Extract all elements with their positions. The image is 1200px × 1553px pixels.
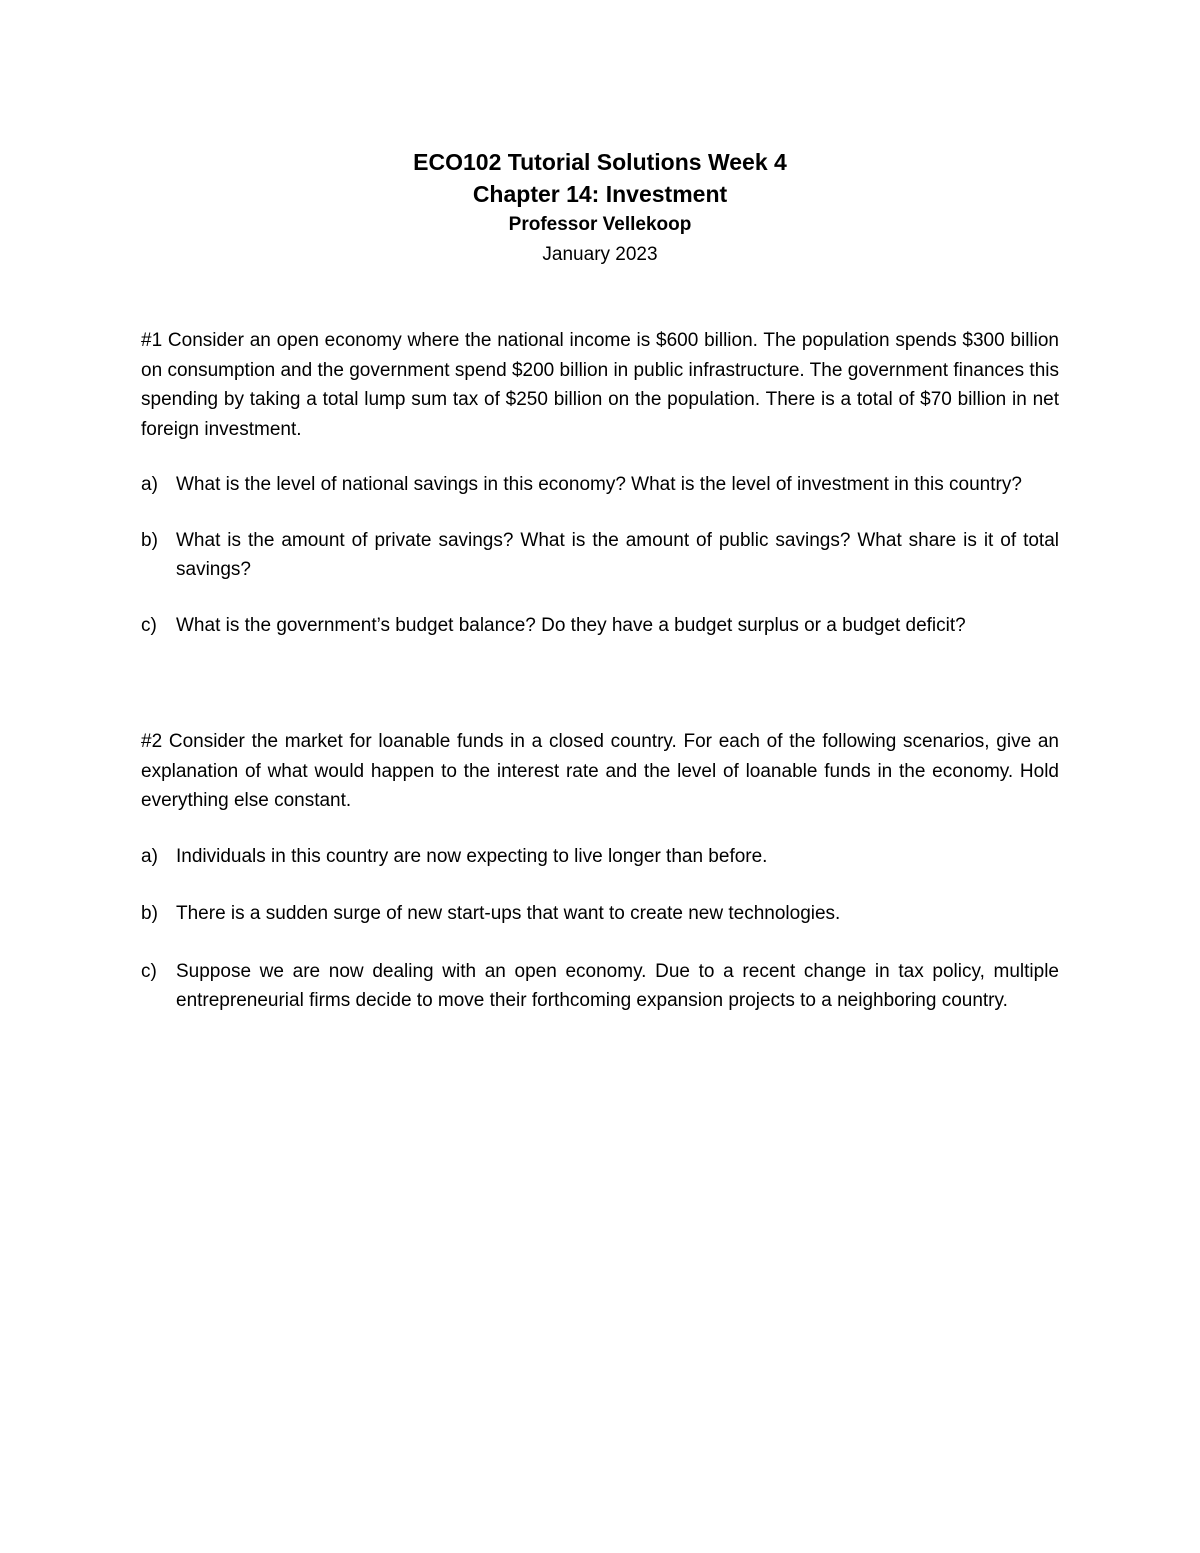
question-1-prompt: #1 Consider an open economy where the national income is $600 billion. The population spends $300 billion on consumption and the government spend $200 billion in public infrastructure. The government finances this spending by taking a total lump sum tax of $250 billion on the population. There is a total of $70 billion in net foreign investment. bbox=[141, 330, 1059, 440]
document-title: ECO102 Tutorial Solutions Week 4 bbox=[413, 149, 787, 175]
part-text: Suppose we are now dealing with an open economy. Due to a recent change in tax policy, multiple entrepreneurial firms decide to move their forthcoming expansion projects to a neighboring country. bbox=[176, 960, 1059, 1011]
part-marker: a) bbox=[141, 474, 158, 495]
question-1-part-b bbox=[141, 526, 1059, 585]
question-1-part-a bbox=[141, 470, 1059, 500]
question-1 bbox=[141, 326, 1059, 640]
question-2 bbox=[141, 727, 1059, 1016]
part-text: What is the level of national savings in this economy? What is the level of investment in this country? bbox=[176, 474, 1022, 495]
part-text: What is the government’s budget balance? Do they have a budget surplus or a budget deficit? bbox=[176, 614, 966, 636]
question-1-part-c bbox=[141, 611, 1059, 641]
question-2-part-c bbox=[141, 957, 1059, 1016]
part-text: What is the amount of private savings? What is the amount of public savings? What share is it of total savings? bbox=[176, 529, 1059, 580]
part-marker: c) bbox=[141, 960, 157, 982]
document-date: January 2023 bbox=[542, 244, 658, 265]
part-marker: b) bbox=[141, 529, 158, 551]
part-text: There is a sudden surge of new start-ups that want to create new technologies. bbox=[176, 903, 841, 924]
question-2-part-a bbox=[141, 842, 1059, 872]
part-marker: c) bbox=[141, 614, 157, 636]
part-marker: b) bbox=[141, 903, 158, 924]
part-text: Individuals in this country are now expecting to live longer than before. bbox=[176, 845, 768, 867]
document-author: Professor Vellekoop bbox=[508, 214, 692, 235]
part-marker: a) bbox=[141, 845, 158, 867]
document-subtitle: Chapter 14: Investment bbox=[472, 181, 728, 207]
question-2-part-b bbox=[141, 899, 1059, 929]
question-2-prompt: #2 Consider the market for loanable funds in a closed country. For each of the following scenarios, give an explanation of what would happen to the interest rate and the level of loanable funds in the economy. Hold everything else constant. bbox=[141, 731, 1059, 811]
